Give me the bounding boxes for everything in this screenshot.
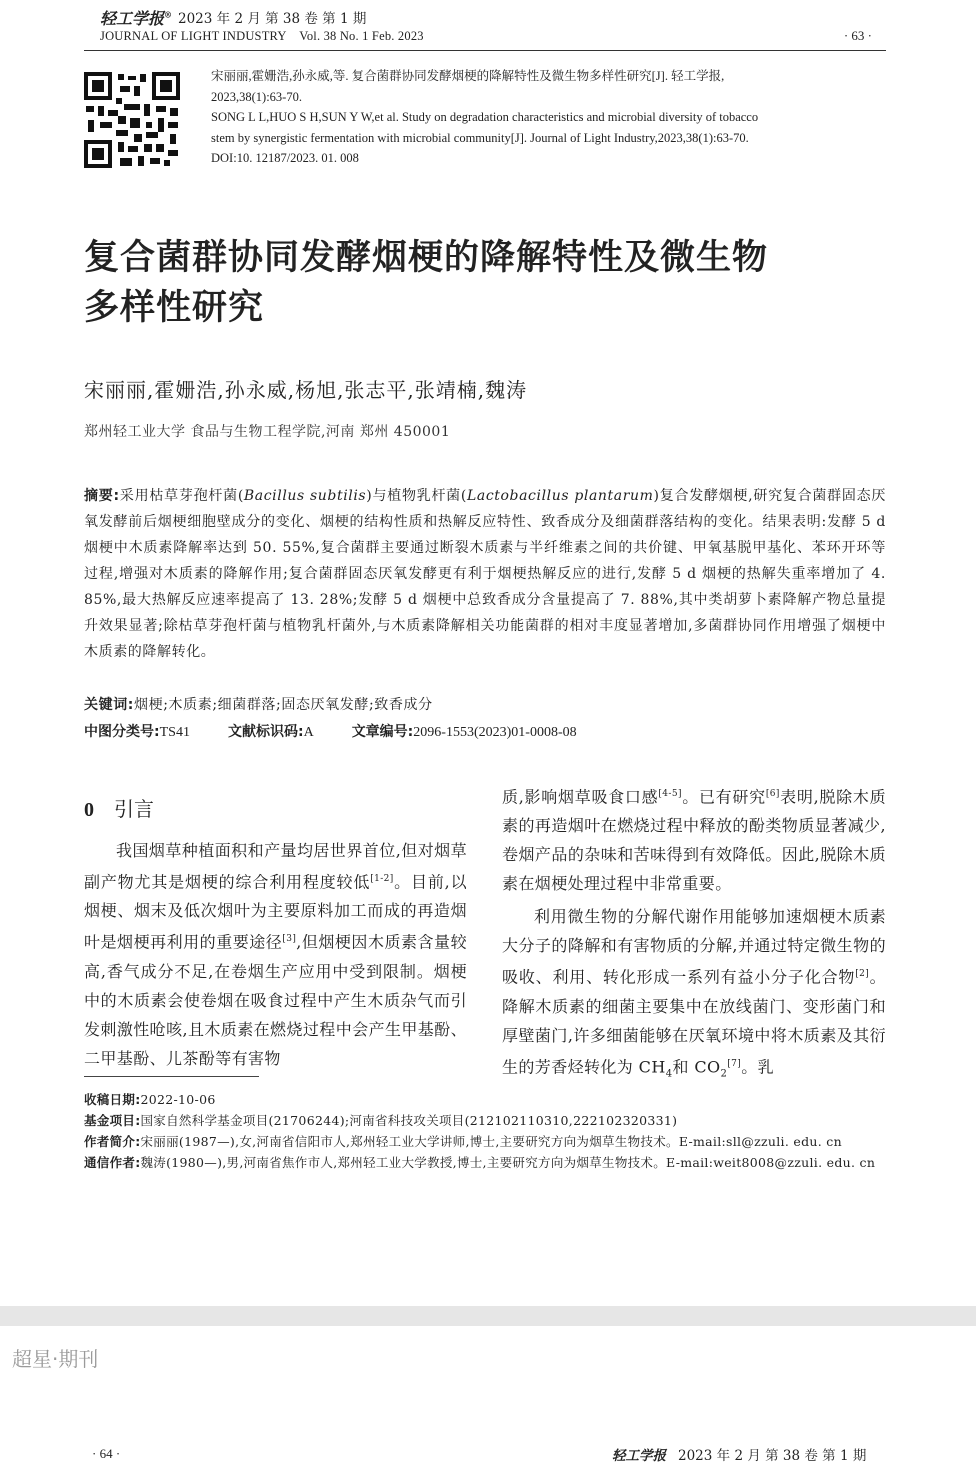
keywords-text: 烟梗;木质素;细菌群落;固态厌氧发酵;致香成分 — [134, 697, 433, 713]
footnote-text: 宋丽丽(1987—),女,河南省信阳市人,郑州轻工业大学讲师,博士,主要研究方向为烟草生物技术。E-mail:sll@zzuli. edu. cn — [140, 1134, 842, 1149]
footnote-label: 作者简介: — [84, 1134, 141, 1149]
article-number-value: 2096-1553(2023)01-0008-08 — [413, 725, 577, 740]
reference-marker[interactable]: [7] — [727, 1058, 742, 1069]
article-title — [84, 233, 904, 333]
next-page-header — [612, 1444, 866, 1464]
citation-line: SONG L L,HUO S H,SUN Y W,et al. Study on degradation characteristics and microbial diversity of tobacco — [211, 110, 759, 124]
header-divider — [84, 50, 886, 51]
affiliation: 郑州轻工业大学 食品与生物工程学院,河南 郑州 450001 — [84, 424, 451, 440]
citation-line: 2023,38(1):63-70. — [211, 89, 302, 104]
subscript: 4 — [665, 1068, 673, 1080]
species-name: Lactobacillus plantarum — [467, 488, 654, 504]
body-text: 利用微生物的分解代谢作用能够加速烟梗木质素大分子的降解和有害物质的分解,并通过特定微生物的吸收、利用、转化形成一系列有益小分子化合物 — [502, 907, 886, 987]
footnote-label: 收稿日期: — [84, 1092, 141, 1107]
footnote-fund — [84, 1110, 886, 1131]
footnote-text: 国家自然科学基金项目(21706244);河南省科技攻关项目(212102110310,222102320331) — [140, 1113, 678, 1128]
body-text: 。已有研究 — [681, 787, 766, 807]
footnotes — [84, 1089, 886, 1173]
journal-logo: 轻工学报 — [612, 1448, 666, 1464]
reference-marker[interactable]: [1-2] — [370, 874, 394, 884]
qr-code-icon[interactable] — [84, 72, 180, 168]
section-number: 0 — [84, 799, 94, 821]
body-text: 。乳 — [741, 1056, 775, 1076]
clc-label: 中图分类号: — [84, 724, 160, 740]
abstract-text: 采用枯草芽孢杆菌( — [119, 488, 244, 504]
reference-marker[interactable]: [4-5] — [658, 789, 682, 799]
keywords — [84, 694, 886, 714]
issue-info-cn: 2023 年 2 月 第 38 卷 第 1 期 — [178, 11, 367, 27]
doc-code-value: A — [303, 725, 314, 740]
paragraph — [84, 836, 467, 1073]
abstract-text: )复合发酵烟梗,研究复合菌群固态厌氧发酵前后烟梗细胞壁成分的变化、烟梗的结构性质和热解反应特性、致香成分及细菌群落结构的变化。结果表明:发酵 5 d 烟梗中木质素降解率达到 50. 55%,复合菌群主要通过断裂木质素与半纤维素之间的共价键、甲氧基脱甲基化、苯环开环等过程,增强对木质素的降解作用;复合菌群固态厌氧发酵更有利于烟梗热解反应的进行,发酵 5 d 烟梗的热解失重率增加了 4. 85%,最大热解反应速率提高了 13. 28%;发酵 5 d 烟梗中总致香成分含量提高了 7. 88%,其中类胡萝卜素降解产物总量提升效果显著;除枯草芽孢杆菌与植物乳杆菌外,与木质素降解相关功能菌群的相对丰度显著增加,多菌群协同作用增强了烟梗中木质素的降解转化。 — [84, 488, 886, 660]
footnote-author — [84, 1131, 886, 1152]
reference-marker[interactable]: [6] — [765, 789, 780, 799]
issue-info-cn: 2023 年 2 月 第 38 卷 第 1 期 — [678, 1448, 867, 1464]
footnote-label: 通信作者: — [84, 1155, 141, 1170]
next-page-number: · 64 · — [92, 1446, 121, 1461]
abstract-label: 摘要: — [84, 488, 120, 504]
classification-line — [84, 721, 577, 741]
body-text: 我国烟草种植面积和产量均居世界首位,但对烟草副产物尤其是烟梗的综合利用程度较低 — [84, 841, 467, 892]
citation-line: stem by synergistic fermentation with microbial community[J]. Journal of Light Industry,2023,38(1):63-70. — [211, 130, 749, 145]
abstract — [84, 483, 886, 665]
paragraph — [502, 780, 886, 898]
article-number-label: 文章编号: — [351, 724, 414, 740]
reference-marker[interactable]: [3] — [282, 934, 297, 945]
citation-block — [211, 66, 887, 169]
footnote-received — [84, 1089, 886, 1110]
body-left-column — [84, 836, 467, 1073]
title-line: 复合菌群协同发酵烟梗的降解特性及微生物 — [84, 237, 769, 278]
footnote-text: 魏涛(1980—),男,河南省焦作市人,郑州轻工业大学教授,博士,主要研究方向为烟草生物技术。E-mail:weit8008@zzuli. edu. cn — [140, 1155, 876, 1170]
reference-marker[interactable]: [2] — [855, 969, 870, 980]
body-text: 表明,脱除木质素的再造烟叶在燃烧过程中释放的酚类物质显著减少,卷烟产品的杂味和苦味得到有效降低。因此,脱除木质素在烟梗处理过程中非常重要。 — [502, 787, 886, 894]
footnote-text: 2022-10-06 — [140, 1092, 216, 1107]
body-text: 和 CO — [672, 1056, 721, 1076]
section-title: 引言 — [114, 797, 154, 821]
body-text: 质,影响烟草吸食口感 — [502, 787, 659, 807]
subscript: 2 — [720, 1068, 728, 1080]
footnote-label: 基金项目: — [84, 1113, 141, 1128]
body-text: ,但烟梗因木质素含量较高,香气成分不足,在卷烟生产应用中受到限制。烟梗中的木质素会使卷烟在吸食过程中产生木质杂气而引发刺激性呛咳,且木质素在燃烧过程中会产生甲基酚、二甲基酚、儿茶酚等有害物 — [84, 932, 467, 1068]
title-line: 多样性研究 — [84, 287, 265, 328]
abstract-text: )与植物乳杆菌( — [366, 488, 467, 504]
viewer-watermark: 超星·期刊 — [12, 1347, 99, 1371]
body-text: 。目前,以烟梗、烟末及低次烟叶为主要原料加工而成的再造烟叶是烟梗再利用的重要途径 — [84, 872, 467, 952]
doc-code-label: 文献标识码: — [227, 724, 304, 740]
page-number: · 63 · — [843, 28, 872, 43]
issue-info-en: JOURNAL OF LIGHT INDUSTRY Vol. 38 No. 1 Feb. 2023 — [100, 29, 424, 43]
clc-value: TS41 — [159, 725, 190, 740]
doi-line[interactable]: DOI:10. 12187/2023. 01. 008 — [211, 151, 359, 165]
citation-line: 宋丽丽,霍姗浩,孙永威,等. 复合菌群协同发酵烟梗的降解特性及微生物多样性研究[J]. 轻工学报, — [211, 69, 725, 83]
paragraph — [502, 902, 886, 1088]
species-name: Bacillus subtilis — [243, 488, 367, 504]
footnote-corresponding — [84, 1152, 886, 1173]
keywords-label: 关键词: — [84, 697, 134, 713]
body-right-column — [502, 780, 886, 1088]
section-heading — [84, 793, 154, 822]
author-list: 宋丽丽,霍姗浩,孙永威,杨旭,张志平,张靖楠,魏涛 — [84, 378, 528, 402]
journal-logo: 轻工学报® — [100, 9, 173, 28]
body-text: 。降解木质素的细菌主要集中在放线菌门、变形菌门和厚壁菌门,许多细菌能够在厌氧环境中将木质素及其衍生的芳香烃转化为 CH — [502, 967, 886, 1076]
footnote-divider — [84, 1076, 259, 1077]
page-separator — [0, 1306, 976, 1326]
